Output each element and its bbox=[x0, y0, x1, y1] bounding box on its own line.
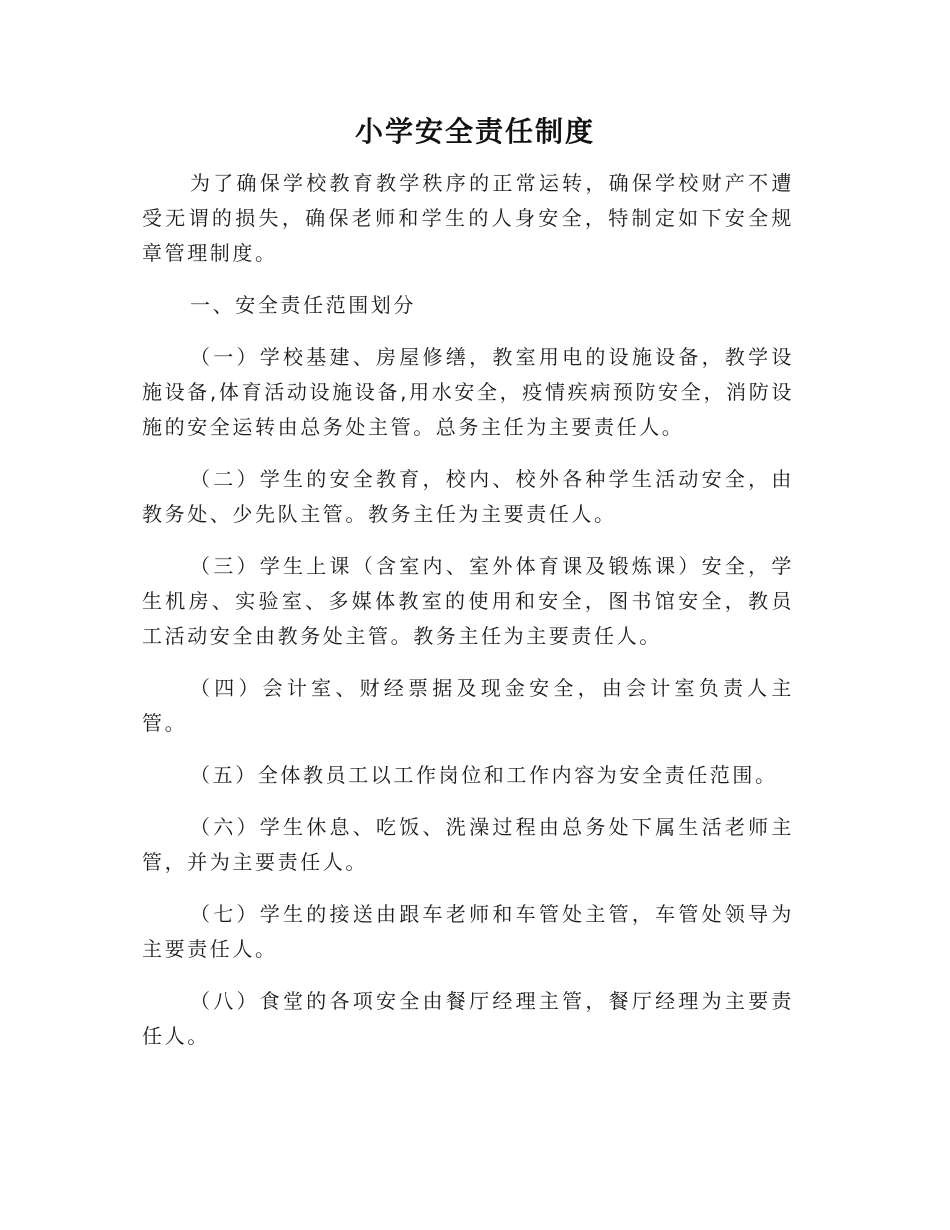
clause-paragraph: （二）学生的安全教育，校内、校外各种学生活动安全，由教务处、少先队主管。教务主任为主要责任人。 bbox=[142, 467, 794, 526]
clause-paragraph: （六）学生休息、吃饭、洗澡过程由总务处下属生活老师主管，并为主要责任人。 bbox=[142, 815, 794, 874]
clause-paragraph: （四）会计室、财经票据及现金安全，由会计室负责人主管。 bbox=[142, 676, 794, 735]
document-title: 小学安全责任制度 bbox=[354, 115, 595, 148]
clause-paragraph: （五）全体教员工以工作岗位和工作内容为安全责任范围。 bbox=[190, 763, 778, 787]
section-heading: 一、安全责任范围划分 bbox=[190, 293, 416, 317]
document-body bbox=[142, 166, 794, 1071]
clause-paragraph: （一）学校基建、房屋修缮，教室用电的设施设备，教学设施设备,体育活动设施设备,用水安全，疫情疾病预防安全，消防设施的安全运转由总务处主管。总务主任为主要责任人。 bbox=[142, 345, 794, 439]
clause-paragraph: （八）食堂的各项安全由餐厅经理主管，餐厅经理为主要责任人。 bbox=[142, 989, 794, 1048]
clause-paragraph: （三）学生上课（含室内、室外体育课及锻炼课）安全，学生机房、实验室、多媒体教室的使用和安全，图书馆安全，教员工活动安全由教务处主管。教务主任为主要责任人。 bbox=[142, 554, 794, 648]
intro-paragraph: 为了确保学校教育教学秩序的正常运转，确保学校财产不遭受无谓的损失，确保老师和学生的人身安全，特制定如下安全规章管理制度。 bbox=[142, 171, 794, 265]
clause-paragraph: （七）学生的接送由跟车老师和车管处主管，车管处领导为主要责任人。 bbox=[142, 902, 794, 961]
